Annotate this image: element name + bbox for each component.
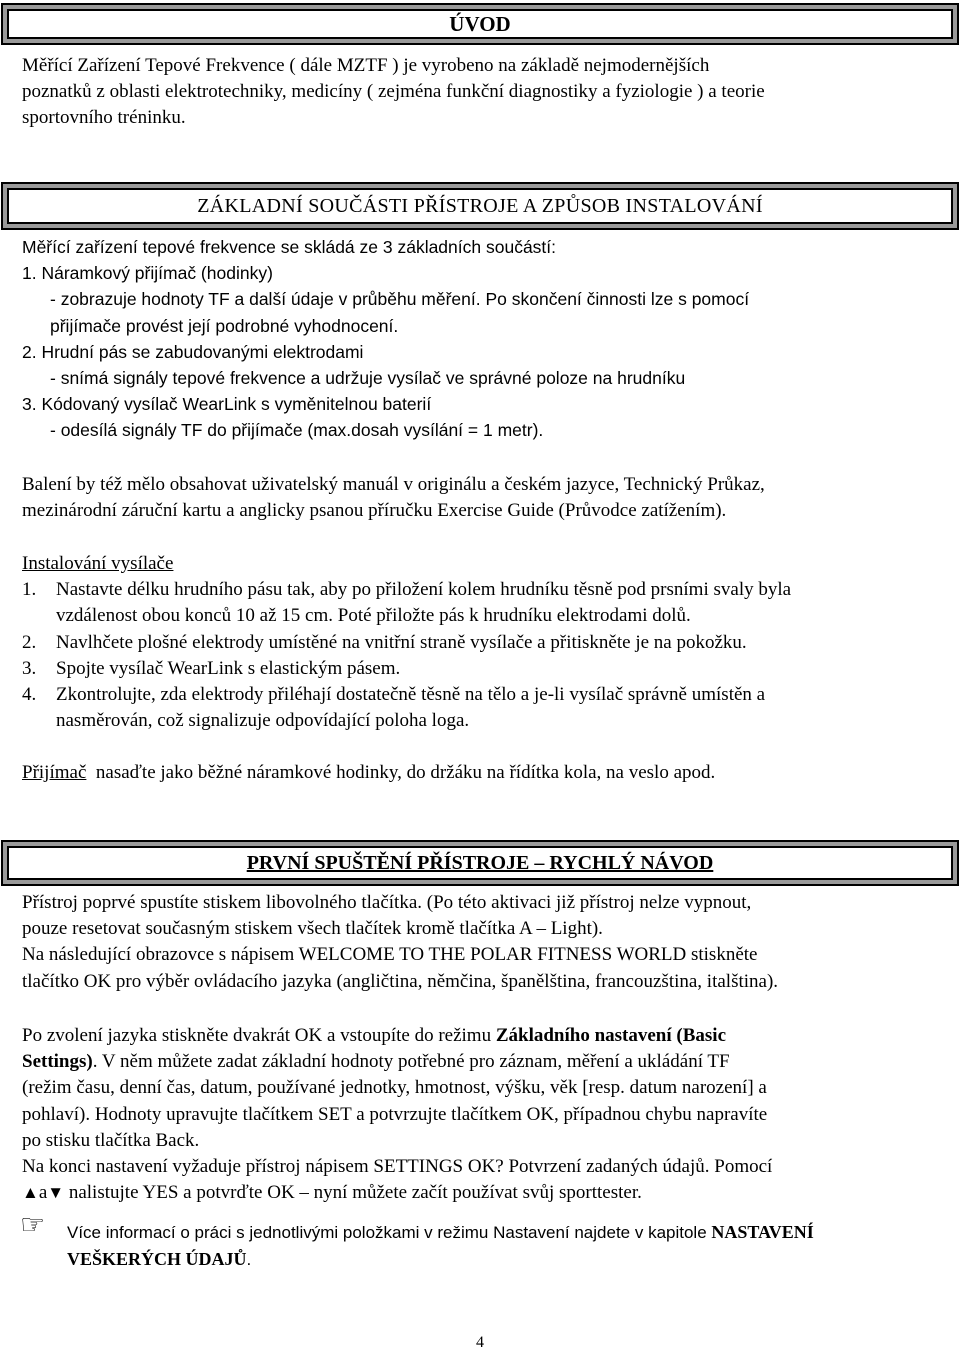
note-paragraph: Více informací o práci s jednotlivými položkami v režimu Nastavení najdete v kapitole NASTAVENÍ VEŠKERÝCH ÚDAJŮ. [67,1222,814,1270]
prvni-paragraph-2: Po zvolení jazyka stiskněte dvakrát OK a vstoupíte do režimu Základního nastavení (Basic Settings). V něm můžete zadat základní hodnoty potřebné pro záznam, měření a ukládání TF (režim času, denní čas, datum, používané jednotky, hmotnost, výšku, věk [resp. datum narození] a pohlaví). Hodnoty upravujte tlačítkem SET a potvrzujte tlačítkem OK, případnou chybu napravíte po stisku tlačítka Back. Na konci nastavení vyžaduje přístroj nápisem SETTINGS OK? Potvrzení zadaných údajů. Pomocí ▲a▼ nalistujte YES a potvrďte OK – nyní můžete začít používat svůj sporttester. [22,1025,773,1204]
pointing-hand-icon: ☞ [20,1208,46,1241]
instalovani-section [22,551,791,734]
list-item: 3. Spojte vysílač WearLink s elastickým pásem. [22,657,401,679]
list-item: 1. Nastavte délku hrudního pásu tak, aby po přiložení kolem hrudníku těsně pod prsními svaly byla [22,579,792,601]
uvod-paragraph: Měřící Zařízení Tepové Frekvence ( dále MZTF ) je vyrobeno na základě nejmodernějších poznatků z oblasti elektrotechniky, medicíny ( zejména funkční diagnostiky a fyziologie ) a teorie sportovního tréninku. [22,55,765,129]
list-item-cont: vzdálenost obou konců 10 až 15 cm. Poté přiložte pás k hrudníku elektrodami dolů. [56,605,691,627]
list-item: 4. Zkontrolujte, zda elektrody přiléhají dostatečně těsně na tělo a je-li vysílač správně umístěn a [22,684,766,706]
list-item: 2. Navlhčete plošné elektrody umístěné na vnitřní straně vysílače a přitiskněte je na pokožku. [22,631,747,653]
section-header-uvod [7,9,953,39]
components-list: Měřící zařízení tepové frekvence se skládá ze 3 základních součástí: 1. Náramkový přijímač (hodinky) - zobrazuje hodnoty TF a další údaje v průběhu měření. Po skončení činnosti lze s pomocí přijímače provést její podrobné vyhodnocení. 2. Hrudní pás se zabudovanými elektrodami - snímá signály tepové frekvence a udržuje vysílač ve správné poloze na hrudníku 3. Kódovaný vysílač WearLink s vyměnitelnou baterií - odesílá signály TF do přijímače (max.dosah vysílání = 1 metr). [22,237,750,441]
list-item-cont: nasměrován, což signalizuje odpovídající poloha loga. [56,710,470,732]
baleni-paragraph: Balení by též mělo obsahovat uživatelský manuál v originálu a českém jazyce, Technický Průkaz, mezinárodní záruční kartu a anglicky psanou příručku Exercise Guide (Průvodce zatížením). [22,474,765,522]
page-number: 4 [476,1334,484,1351]
triangle-down-icon: ▼ [47,1183,65,1203]
section-header-prvni [7,846,953,880]
instalovani-heading: Instalování vysílače [22,553,174,574]
prvni-paragraph-1: Přístroj poprvé spustíte stiskem libovolného tlačítka. (Po této aktivaci již přístroj nelze vypnout, pouze resetovat současným stiskem všech tlačítek kromě tlačítka A – Light). Na následující obrazovce s nápisem WELCOME TO THE POLAR FITNESS WORLD stiskněte tlačítko OK pro výběr ovládacího jazyka (angličtina, němčina, španělština, francouzština, italština). [22,892,779,992]
section-title-uvod: ÚVOD [449,12,511,36]
prijimac-paragraph: Přijímač nasaďte jako běžné náramkové hodinky, do držáku na řídítka kola, na veslo apod. [22,762,716,783]
section-header-zakladni [7,188,953,224]
prijimac-label: Přijímač [22,762,87,783]
section-title-zakladni: ZÁKLADNÍ SOUČÁSTI PŘÍSTROJE A ZPŮSOB INSTALOVÁNÍ [197,195,763,217]
section-title-prvni: PRVNÍ SPUŠTĚNÍ PŘÍSTROJE – RYCHLÝ NÁVOD [246,852,714,874]
triangle-up-icon: ▲ [22,1183,39,1203]
